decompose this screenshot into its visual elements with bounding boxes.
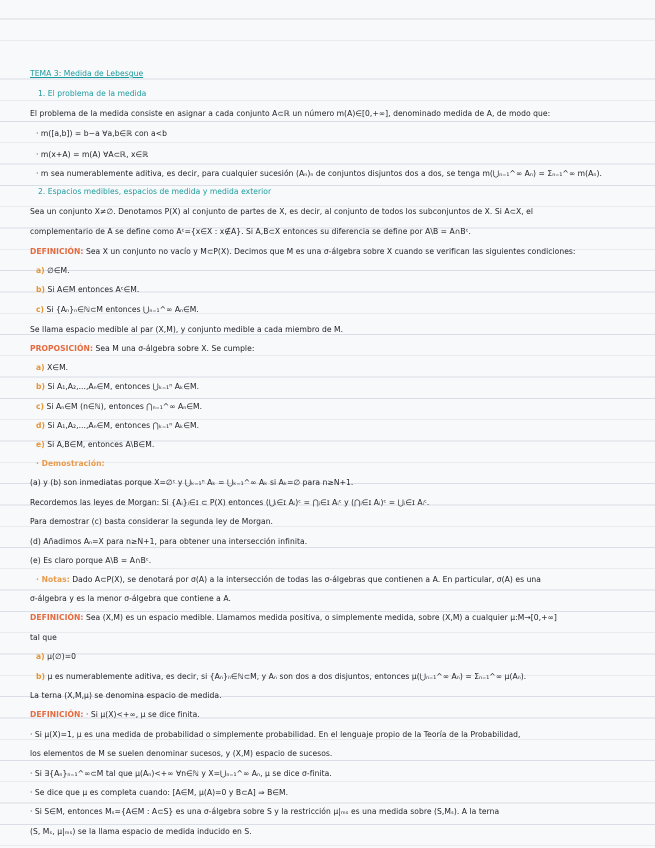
paragraph-2: Sea un conjunto X≠∅. Denotamos P(X) al conjunto de partes de X, es decir, al conjunto de todos los subconjuntos de X. Si A⊂X, el	[30, 207, 534, 216]
definition-3-sigma-finite: · Si ∃{Aₙ}ₙ₌₁^∞⊂M tal que μ(Aₙ)<+∞ ∀n∈ℕ y X=⋃ₙ₌₁^∞ Aₙ, μ se dice σ-finita.	[30, 769, 332, 778]
notes	[36, 574, 541, 586]
item-text: μ(∅)=0	[44, 652, 77, 661]
measure-a	[36, 651, 76, 663]
bullet-1: · m([a,b]) = b−a ∀a,b∈ℝ con a<b	[36, 129, 167, 138]
measure-b	[36, 671, 526, 683]
definition-label: DEFINICIÓN:	[30, 247, 84, 256]
paragraph-1: El problema de la medida consiste en asignar a cada conjunto A⊂ℝ un número m(A)∈[0,+∞], denominado medida de A, de modo que:	[30, 109, 551, 118]
bullet-3: · m sea numerablemente aditiva, es decir, para cualquier sucesión (Aₙ)ₙ de conjuntos disjuntos dos a dos, se tenga m(⋃ₙ₌₁^∞ Aₙ) = Σₙ₌₁^∞ m(Aₙ).	[36, 169, 602, 178]
definition-3	[30, 709, 200, 721]
definition-2-continued: tal que	[30, 633, 57, 642]
bullet-2: · m(x+A) = m(A) ∀A⊂ℝ, x∈ℝ	[36, 150, 149, 159]
item-text: X∈M.	[44, 363, 69, 372]
proposition-label: PROPOSICIÓN:	[30, 344, 94, 353]
proof-line-4: (d) Añadimos Aₙ=X para n≥N+1, para obtener una intersección infinita.	[30, 537, 308, 546]
item-text: ∅∈M.	[44, 266, 70, 275]
definition-1-c	[36, 304, 199, 316]
item-letter: b)	[36, 672, 46, 681]
item-text: Si A,B∈M, entonces A\B∈M.	[44, 440, 155, 449]
page-title: TEMA 3: Medida de Lebesgue	[30, 69, 144, 78]
definition-3-induced-continued: (S, Mₛ, μ|ₘₛ) se la llama espacio de medida inducido en S.	[30, 827, 252, 836]
proposition-d	[36, 420, 199, 432]
item-letter: d)	[36, 421, 46, 430]
definition-label: DEFINICIÓN:	[30, 613, 84, 622]
definition-text: Sea X un conjunto no vacío y M⊂P(X). Decimos que M es una σ-álgebra sobre X cuando se verifican las siguientes condiciones:	[83, 247, 576, 256]
proof-label: · Demostración:	[36, 459, 105, 468]
proposition-b	[36, 381, 199, 393]
proposition-e	[36, 439, 154, 451]
item-text: Si A∈M entonces Aᶜ∈M.	[45, 285, 140, 294]
definition-3-induced: · Si S∈M, entonces Mₛ={A∈M : A⊂S} es una σ-álgebra sobre S y la restricción μ|ₘₛ es una medida sobre (S,Mₛ). A la terna	[30, 807, 500, 816]
item-text: Si {Aₙ}ₙ∈ℕ⊂M entonces ⋃ₙ₌₁^∞ Aₙ∈M.	[44, 305, 199, 314]
section-1-heading: 1. El problema de la medida	[38, 89, 147, 98]
proof-line-3: Para demostrar (c) basta considerar la segunda ley de Morgan.	[30, 517, 274, 526]
definition-2	[30, 612, 557, 624]
item-letter: a)	[36, 363, 45, 372]
item-text: Si Aₙ∈M (n∈ℕ), entonces ⋂ₙ₌₁^∞ Aₙ∈M.	[44, 402, 203, 411]
item-letter: c)	[36, 402, 45, 411]
proposition-c	[36, 401, 202, 413]
notes-label: · Notas:	[36, 575, 70, 584]
definition-text: Sea (X,M) es un espacio medible. Llamamos medida positiva, o simplemente medida, sobre (X,M) a cualquier μ:M→[0,+∞]	[83, 613, 557, 622]
definition-3-complete: · Se dice que μ es completa cuando: [A∈M, μ(A)=0 y B⊂A] ⇒ B∈M.	[30, 788, 289, 797]
notes-text: Dado A⊂P(X), se denotará por σ(A) a la intersección de todas las σ-álgebras que contienen a A. En particular, σ(A) es una	[69, 575, 541, 584]
item-letter: b)	[36, 285, 46, 294]
definition-1-b	[36, 284, 139, 296]
proposition-a	[36, 362, 68, 374]
item-letter: a)	[36, 266, 45, 275]
item-letter: e)	[36, 440, 45, 449]
paragraph-3: Se llama espacio medible al par (X,M), y conjunto medible a cada miembro de M.	[30, 325, 344, 334]
proposition-text: Sea M una σ-álgebra sobre X. Se cumple:	[93, 344, 255, 353]
definition-text: · Si μ(X)<+∞, μ se dice finita.	[83, 710, 200, 719]
definition-1	[30, 246, 576, 258]
item-letter: c)	[36, 305, 45, 314]
paragraph-4: La terna (X,M,μ) se denomina espacio de medida.	[30, 691, 222, 700]
definition-3-probability: · Si μ(X)=1, μ es una medida de probabilidad o simplemente probabilidad. En el lenguaje propio de la Teoría de la Probabilidad,	[30, 730, 521, 739]
definition-1-a	[36, 265, 70, 277]
proof-line-5: (e) Es claro porque A\B = A∩Bᶜ.	[30, 556, 152, 565]
section-2-heading: 2. Espacios medibles, espacios de medida y medida exterior	[38, 187, 272, 196]
definition-label: DEFINICIÓN:	[30, 710, 84, 719]
item-letter: b)	[36, 382, 46, 391]
item-text: Si A₁,A₂,...,Aₙ∈M, entonces ⋃ₖ₌₁ⁿ Aₖ∈M.	[45, 382, 200, 391]
notes-line-2: σ-álgebra y es la menor σ-álgebra que contiene a A.	[30, 594, 231, 603]
paragraph-2b: complementario de A se define como Aᶜ={x∈X : x∉A}. Si A,B⊂X entonces su diferencia se define por A\B = A∩Bᶜ.	[30, 227, 471, 236]
item-letter: a)	[36, 652, 45, 661]
proof-line-1: (a) y (b) son inmediatas porque X=∅ᶜ y ⋃ₖ₌₁ⁿ Aₖ = ⋃ₖ₌₁^∞ Aₖ si Aₖ=∅ para n≥N+1.	[30, 478, 354, 487]
proof-line-2: Recordemos las leyes de Morgan: Si {Aᵢ}ᵢ∈ɪ ⊂ P(X) entonces (⋃ᵢ∈ɪ Aᵢ)ᶜ = ⋂ᵢ∈ɪ Aᵢᶜ y (⋂ᵢ∈ɪ Aᵢ)ᶜ = ⋃ᵢ∈ɪ Aᵢᶜ.	[30, 498, 430, 507]
proposition	[30, 343, 254, 355]
item-text: μ es numerablemente aditiva, es decir, si {Aₙ}ₙ∈ℕ⊂M, y Aₙ son dos a dos disjuntos, entonces μ(⋃ₙ₌₁^∞ Aₙ) = Σₙ₌₁^∞ μ(Aₙ).	[45, 672, 527, 681]
definition-3-probability-continued: los elementos de M se suelen denominar sucesos, y (X,M) espacio de sucesos.	[30, 749, 333, 758]
item-text: Si A₁,A₂,...,Aₙ∈M, entonces ⋂ₖ₌₁ⁿ Aₖ∈M.	[45, 421, 200, 430]
